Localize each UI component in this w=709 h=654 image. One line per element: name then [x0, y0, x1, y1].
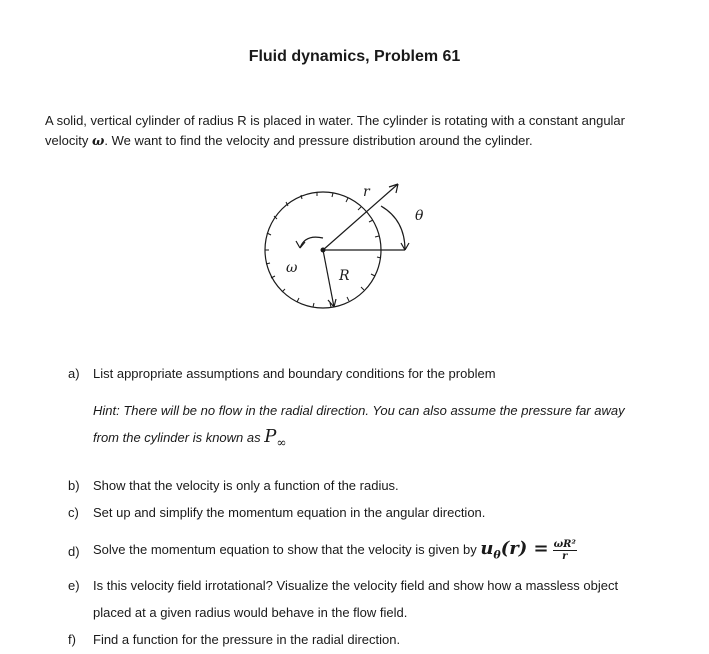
label-R: R [339, 268, 350, 284]
label-r: r [363, 184, 370, 200]
omega-rotation-arc [300, 237, 323, 248]
radius-R-head [328, 299, 336, 307]
page-title: Fluid dynamics, Problem 61 [248, 48, 461, 65]
hint-text: Hint: There will be no flow in the radial direction. You can also assume the pressure far away from the cylinder is known as $P_\infty$ [93, 403, 625, 450]
cylinder-center-dot [321, 248, 326, 253]
question-d: d) Solve the momentum equation to show that the velocity is given by $u_\theta(r)$ = $\frac{\text{ωR²}}{r}$ [68, 538, 576, 563]
omega-symbol: ω [91, 134, 105, 149]
problem-statement [45, 111, 665, 152]
label-theta: θ [415, 208, 424, 224]
cylinder-figure [255, 178, 445, 328]
p-infinity-symbol: $P_\infty$ [264, 426, 287, 450]
r-arrow-line [323, 184, 398, 250]
label-omega: ω [286, 260, 298, 276]
intro-line-2: velocity ω. We want to find the velocity and pressure distribution around the cylinder. [45, 133, 533, 149]
velocity-fraction: $\frac{\text{ωR²}}{r}$ [553, 539, 576, 563]
intro-line-1: A solid, vertical cylinder of radius R is placed in water. The cylinder is rotating with a constant angular [45, 113, 625, 128]
velocity-formula: $u_\theta(r)$ = [480, 538, 549, 562]
radius-R-line [323, 250, 334, 307]
